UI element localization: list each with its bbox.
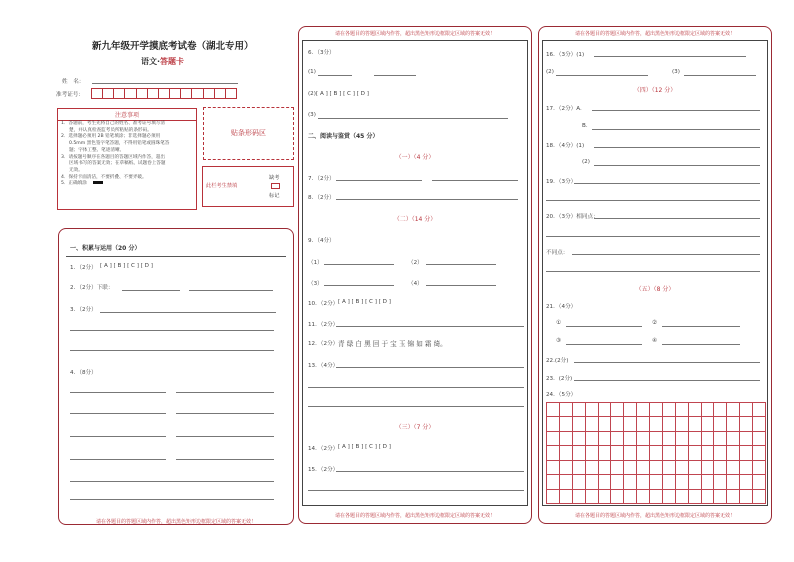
question-9-part-2: （2） [408,260,423,266]
grid-cell[interactable] [714,461,727,475]
answer-line[interactable] [336,199,518,200]
answer-line[interactable] [308,490,524,491]
subject-dot: · [157,57,161,66]
name-label: 姓 名： [62,79,85,85]
grid-cell[interactable] [573,403,586,417]
absent-box [202,166,294,207]
question-9-part-4: （4） [408,281,423,287]
grid-cell[interactable] [702,475,715,489]
name-field[interactable] [92,83,238,84]
answer-line[interactable] [426,285,496,286]
boundary-notice: 请在各题目的答题区域内作答，超出黑色矩形边框限定区域的答案无效！ [334,513,495,519]
answer-line[interactable] [70,436,166,437]
grid-cell[interactable] [676,475,689,489]
grid-cell[interactable] [689,475,702,489]
grid-cell[interactable] [573,490,586,504]
barcode-area [203,107,294,160]
question-22-label: 22.(2分) [546,358,569,364]
absent-label: 此栏考生禁填 [206,183,238,189]
grid-cell[interactable] [611,490,624,504]
question-14-options[interactable]: [ A ] [ B ] [ C ] [ D ] [338,444,391,450]
answer-line[interactable] [70,459,166,460]
part-two-title: （二）（14 分） [393,216,437,223]
question-1-options[interactable]: [ A ] [ B ] [ C ] [ D ] [100,263,153,269]
answer-line[interactable] [592,110,760,111]
question-4-label: 4．（8分） [70,370,97,376]
grid-cell[interactable] [689,490,702,504]
answer-card-label: 答题卡 [160,57,185,66]
column-two-frame [302,40,528,506]
grid-cell[interactable] [637,417,650,431]
grid-cell[interactable] [650,490,663,504]
boundary-notice: 请在各题目的答题区域内作答，超出黑色矩形边框限定区域的答案无效！ [334,31,495,37]
note-line: 0.5mm 黑色签字笔答题，不得用铅笔或圆珠笔答 [69,141,170,147]
answer-line[interactable] [566,344,642,345]
question-20-label: 20．（3分）相同点： [546,214,599,220]
grid-cell[interactable] [547,446,560,460]
answer-line[interactable] [176,392,274,393]
grid-cell[interactable] [547,403,560,417]
grid-cell[interactable] [573,432,586,446]
grid-cell[interactable] [740,417,753,431]
grid-cell[interactable] [586,432,599,446]
question-20-part-b: 不同点： [546,250,569,256]
grid-cell[interactable] [676,446,689,460]
answer-line[interactable] [432,180,518,181]
grid-cell[interactable] [714,432,727,446]
question-18-part-2: (2) [582,159,590,165]
grid-cell[interactable] [599,475,612,489]
filled-mark-icon [93,181,103,184]
grid-cell[interactable] [560,461,573,475]
answer-line[interactable] [308,406,524,407]
note-line: 题；字体工整、笔迹清晰。 [69,147,125,153]
grid-cell[interactable] [573,417,586,431]
grid-cell[interactable] [727,446,740,460]
grid-cell[interactable] [650,432,663,446]
grid-cell[interactable] [599,461,612,475]
grid-cell[interactable] [611,475,624,489]
boundary-notice: 请在各题目的答题区域内作答，超出黑色矩形边框限定区域的答案无效！ [574,31,735,37]
absent-mark-box[interactable] [271,183,280,189]
grid-cell[interactable] [727,475,740,489]
boundary-notice: 请在各题目的答题区域内作答，超出黑色矩形边框限定区域的答案无效！ [95,519,256,525]
grid-cell[interactable] [727,417,740,431]
answer-line[interactable] [684,75,756,76]
notes-body [61,121,169,188]
answer-line[interactable] [566,326,642,327]
question-9-part-3: （3） [308,281,323,287]
answer-line[interactable] [594,165,760,166]
grid-cell[interactable] [740,461,753,475]
answer-line[interactable] [374,75,416,76]
grid-cell[interactable] [740,475,753,489]
grid-cell[interactable] [547,461,560,475]
answer-line[interactable] [426,264,496,265]
question-6-part-1: (1) [308,69,316,75]
grid-cell[interactable] [727,490,740,504]
question-18-label: 18．（4分）(1) [546,143,585,149]
grid-cell[interactable] [689,417,702,431]
absent-mark-label: 缺考 [269,175,280,181]
grid-cell[interactable] [702,432,715,446]
grid-cell[interactable] [714,403,727,417]
section-one-divider [66,256,286,257]
grid-cell[interactable] [624,461,637,475]
grid-cell[interactable] [637,461,650,475]
grid-cell[interactable] [547,475,560,489]
boundary-notice: 请在各题目的答题区域内作答，超出黑色矩形边框限定区域的答案无效！ [574,513,735,519]
exam-id-label: 准考证号： [56,92,84,98]
answer-line[interactable] [574,380,760,381]
grid-cell[interactable] [637,475,650,489]
grid-cell[interactable] [740,446,753,460]
grid-cell[interactable] [650,417,663,431]
grid-cell[interactable] [586,403,599,417]
grid-cell[interactable] [573,461,586,475]
grid-cell[interactable] [663,446,676,460]
note-line: 4．保持卡面清洁，不要折叠、不要弄破。 [61,174,147,180]
grid-cell[interactable] [676,432,689,446]
grid-cell[interactable] [676,417,689,431]
grid-cell[interactable] [663,417,676,431]
question-21-label: 21．（4分） [546,304,577,310]
grid-cell[interactable] [727,461,740,475]
answer-line[interactable] [592,129,760,130]
question-9-label: 9．（4分） [308,238,335,244]
grid-cell[interactable] [560,475,573,489]
answer-line[interactable] [574,362,760,363]
answer-line[interactable] [324,264,394,265]
grid-cell[interactable] [599,490,612,504]
answer-line[interactable] [70,499,274,500]
grid-cell[interactable] [676,403,689,417]
subject-line [141,56,184,67]
answer-line[interactable] [336,180,422,181]
grid-cell[interactable] [753,432,766,446]
grid-cell[interactable] [753,475,766,489]
answer-line[interactable] [308,387,524,388]
grid-cell[interactable] [624,475,637,489]
grid-cell[interactable] [689,432,702,446]
answer-line[interactable] [546,236,760,237]
question-15-label: 15．（2分） [308,467,339,473]
answer-line[interactable] [556,75,648,76]
notes-box [57,108,197,210]
grid-cell[interactable] [753,403,766,417]
writing-grid[interactable] [546,402,766,504]
question-6-part-3: (3) [308,112,316,118]
answer-line[interactable] [176,413,274,414]
grid-cell[interactable] [714,475,727,489]
question-12-label: 12．（2分） [308,341,339,347]
grid-cell[interactable] [547,432,560,446]
answer-line[interactable] [122,290,180,291]
grid-cell[interactable] [624,490,637,504]
grid-cell[interactable] [637,432,650,446]
grid-cell[interactable] [611,417,624,431]
answer-line[interactable] [662,326,740,327]
question-10-options[interactable]: [ A ] [ B ] [ C ] [ D ] [338,299,391,305]
grid-cell[interactable] [714,417,727,431]
part-one-title: （一）（4 分） [395,154,435,161]
exam-id-boxes[interactable] [91,88,237,99]
question-21-circle-4: ④ [652,338,658,344]
grid-cell[interactable] [702,490,715,504]
grid-cell[interactable] [753,490,766,504]
answer-line[interactable] [572,254,760,255]
grid-cell[interactable] [573,475,586,489]
grid-cell[interactable] [560,446,573,460]
question-10-label: 10．（2分） [308,301,339,307]
grid-cell[interactable] [560,417,573,431]
question-17-part-b: B. [582,123,588,129]
grid-cell[interactable] [586,446,599,460]
answer-line[interactable] [546,200,760,201]
note-line: 2．选择题必须用 2B 铅笔填涂；非选择题必须用 [61,134,161,140]
grid-cell[interactable] [727,403,740,417]
note-line: 楚，并认真检查监考员所粘贴的条形码。 [69,127,152,133]
grid-cell[interactable] [676,461,689,475]
question-23-label: 23．(2分) [546,376,573,382]
grid-cell[interactable] [599,432,612,446]
answer-line[interactable] [324,285,394,286]
grid-cell[interactable] [547,490,560,504]
answer-line[interactable] [594,56,746,57]
grid-cell[interactable] [753,461,766,475]
note-line: 无效。 [69,167,83,173]
grid-cell[interactable] [624,403,637,417]
answer-line[interactable] [189,290,273,291]
answer-line[interactable] [70,350,274,351]
question-21-circle-3: ③ [556,338,562,344]
grid-cell[interactable] [689,446,702,460]
grid-cell[interactable] [637,446,650,460]
question-11-label: 11．（2分） [308,322,339,328]
question-9-part-1: （1） [308,260,323,266]
note-line: 区域书写的答案无效；在草稿纸、试题卷上答题 [69,161,166,167]
question-17-label: 17．（2分）A. [546,106,582,112]
grid-cell[interactable] [663,475,676,489]
grid-cell[interactable] [637,490,650,504]
grid-cell[interactable] [676,490,689,504]
answer-line[interactable] [318,75,352,76]
section-one-title: 一、积累与运用（20 分） [70,245,141,252]
grid-cell[interactable] [650,475,663,489]
grid-cell[interactable] [560,490,573,504]
grid-cell[interactable] [740,490,753,504]
grid-cell[interactable] [611,403,624,417]
part-four-title: （四）（12 分） [633,87,677,94]
question-24-label: 24．（5分） [546,392,577,398]
question-21-circle-2: ② [652,320,658,326]
answer-line[interactable] [574,183,760,184]
note-line: 1．答题前，考生先将自己的姓名、准考证号填写清 [61,121,165,126]
grid-cell[interactable] [740,403,753,417]
barcode-label: 贴条形码区 [231,129,266,137]
answer-line[interactable] [336,326,524,327]
grid-cell[interactable] [714,446,727,460]
grid-cell[interactable] [650,446,663,460]
grid-cell[interactable] [663,432,676,446]
answer-line[interactable] [70,330,274,331]
note-line: 3．请按题号顺序在各题目的答题区域内作答，超出 [61,154,165,160]
question-6-label: 6．（3分） [308,50,335,56]
answer-line[interactable] [70,481,274,482]
grid-cell[interactable] [727,432,740,446]
grid-cell[interactable] [637,403,650,417]
grid-cell[interactable] [624,432,637,446]
grid-cell[interactable] [663,490,676,504]
grid-cell[interactable] [599,446,612,460]
notes-title: 注意事项 [58,110,196,121]
part-five-title: （五）（8 分） [635,286,675,293]
question-13-label: 13．（4分） [308,363,339,369]
question-19-label: 19．（3分） [546,179,577,185]
grid-cell[interactable] [586,417,599,431]
grid-cell[interactable] [586,490,599,504]
question-1-label: 1．（2分） [70,265,97,271]
grid-cell[interactable] [702,446,715,460]
answer-line[interactable] [336,367,524,368]
question-16-part-2: (2) [546,69,554,75]
grid-cell[interactable] [753,446,766,460]
question-12-text: 青 绿 白 黑 回 于 宝 玉 锦 如 霜 绮。 [338,340,447,348]
question-14-label: 14．（2分） [308,446,339,452]
answer-line[interactable] [70,392,166,393]
absent-mark-label-2: 标记 [269,193,280,199]
note-line: 5．正确填涂 [61,181,169,188]
question-8-label: 8．（2分） [308,195,335,201]
grid-cell[interactable] [573,446,586,460]
question-7-label: 7．（2分） [308,176,335,182]
grid-cell[interactable] [611,461,624,475]
answer-line[interactable] [176,459,274,460]
answer-line[interactable] [546,271,760,272]
grid-cell[interactable] [689,461,702,475]
grid-cell[interactable] [599,403,612,417]
answer-line[interactable] [70,413,166,414]
answer-line[interactable] [594,147,760,148]
grid-cell[interactable] [740,432,753,446]
grid-cell[interactable] [586,475,599,489]
answer-line[interactable] [336,471,524,472]
answer-line[interactable] [318,118,508,119]
grid-cell[interactable] [611,446,624,460]
question-3-label: 3．（2分） [70,307,97,313]
grid-cell[interactable] [599,417,612,431]
grid-cell[interactable] [560,403,573,417]
grid-cell[interactable] [702,417,715,431]
grid-cell[interactable] [663,403,676,417]
grid-cell[interactable] [547,417,560,431]
grid-cell[interactable] [624,417,637,431]
question-6-options[interactable]: [ A ] [ B ] [ C ] [ D ] [316,91,369,97]
answer-line[interactable] [662,344,740,345]
part-three-title: （三）（7 分） [395,424,435,431]
grid-cell[interactable] [624,446,637,460]
grid-cell[interactable] [714,490,727,504]
grid-cell[interactable] [702,403,715,417]
grid-cell[interactable] [650,403,663,417]
answer-line[interactable] [176,436,274,437]
grid-cell[interactable] [753,417,766,431]
grid-cell[interactable] [650,461,663,475]
grid-cell[interactable] [663,461,676,475]
page-title: 新九年级开学摸底考试卷（湖北专用） [92,41,254,52]
grid-cell[interactable] [560,432,573,446]
question-2-label: 2．（2分）下联： [70,285,114,291]
question-6-part-2: (2) [308,91,316,97]
question-16-part-3: (3) [672,69,680,75]
answer-line[interactable] [594,218,760,219]
grid-cell[interactable] [586,461,599,475]
answer-line[interactable] [100,312,276,313]
section-two-title: 二、阅读与鉴赏（45 分） [308,133,379,140]
subject-label: 语文 [141,57,157,66]
question-16-label: 16．（3分）(1) [546,52,585,58]
grid-cell[interactable] [611,432,624,446]
grid-cell[interactable] [702,461,715,475]
question-21-circle-1: ① [556,320,562,326]
grid-cell[interactable] [689,403,702,417]
